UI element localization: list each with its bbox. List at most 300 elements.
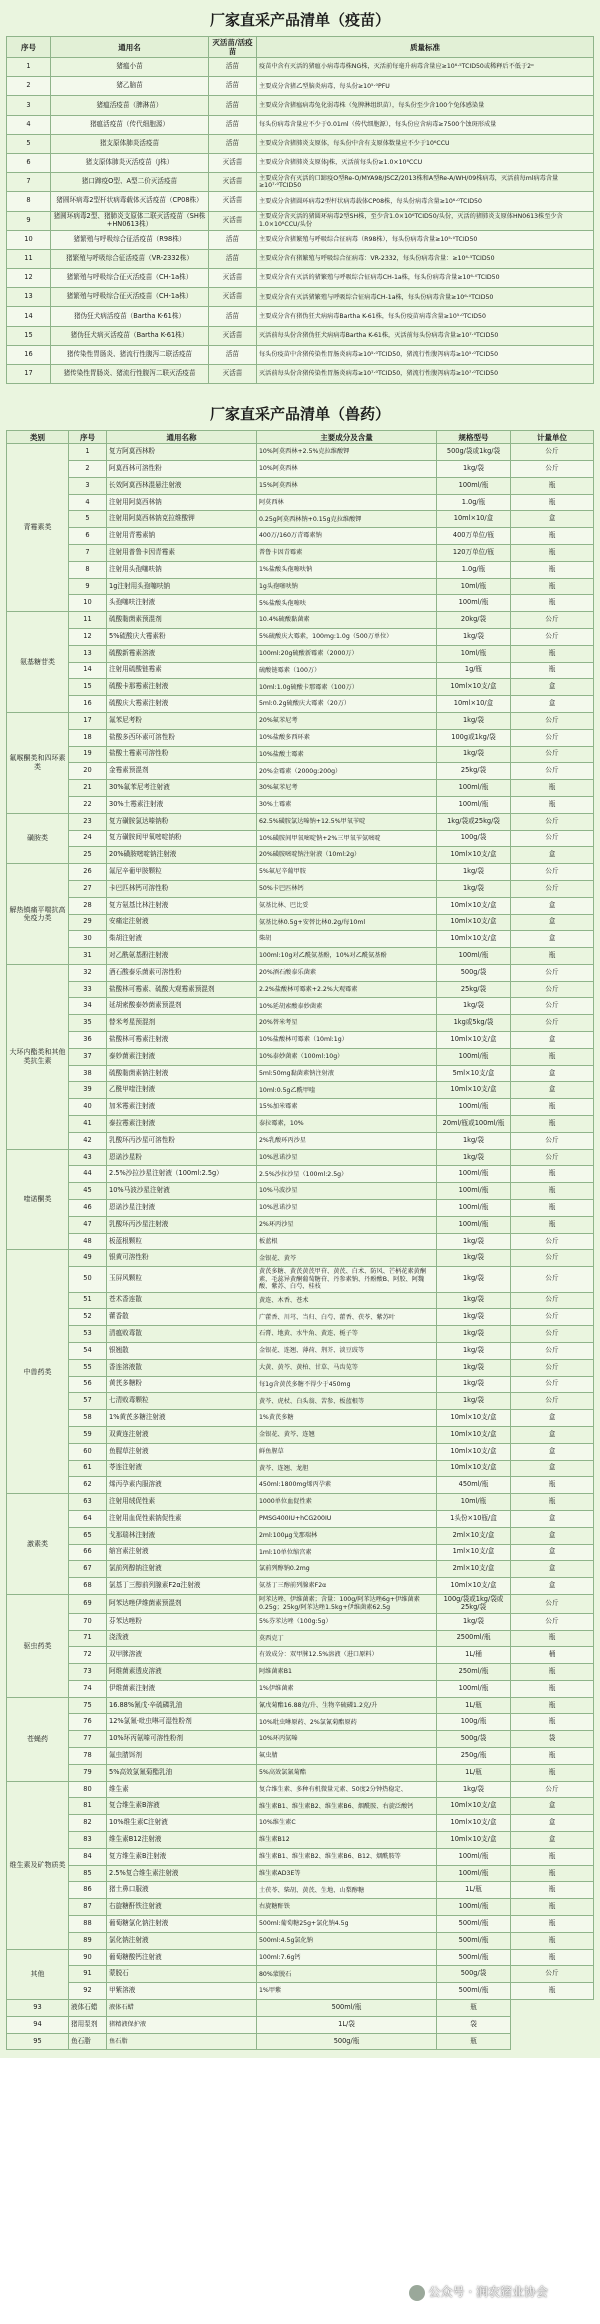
row-number: 61: [69, 1460, 107, 1477]
drug-composition: 广藿香、川芎、当归、白芍、藿香、茯苓、紫苏叶: [257, 1309, 437, 1326]
drug-spec: 100ml/瓶: [437, 1048, 511, 1065]
drug-spec: 500ml/瓶: [437, 1916, 511, 1933]
drug-unit: 公斤: [511, 830, 594, 847]
drug-spec: 1L/瓶: [437, 1764, 511, 1781]
row-number: 11: [69, 612, 107, 629]
drug-unit: 公斤: [511, 1594, 594, 1613]
drug-composition: 维生素AD3E等: [257, 1865, 437, 1882]
drug-composition: 10%泰妙菌素（100ml:10g）: [257, 1048, 437, 1065]
row-number: 6: [69, 528, 107, 545]
header-type: 灭活苗/活疫苗: [209, 37, 257, 58]
category-cell: 解热镇痛平喘抗高免疫力类: [7, 864, 69, 965]
row-number: 70: [69, 1613, 107, 1630]
drug-composition: 黄芪多糖、黄芪黄芪甲苷、黄芪、白术、防风、芒柄花素黄酮素，毛蕊异黄酮葡萄糖苷、丹参素钠、丹酚酸B、阿胶、阿魏酸、紫苏、白芍、桂枝: [257, 1267, 437, 1292]
drug-unit: 盒: [511, 1544, 594, 1561]
drug-unit: 瓶: [511, 645, 594, 662]
quality-standard: 主要成分含有灭活的口蹄疫O型Re-O/MYA98/JSCZ/2013株和A型Re-A/WH/09株病毒，灭活前每ml病毒含量≥10⁷·⁰TCID50: [257, 173, 594, 192]
drug-composition: 100ml:20g硫酸新霉素（2000万）: [257, 645, 437, 662]
drug-composition: 鲜鱼腥草: [257, 1443, 437, 1460]
table-row: [7, 1342, 594, 1359]
row-number: 53: [69, 1326, 107, 1343]
vaccine-table-title: 厂家直采产品清单（疫苗）: [209, 11, 390, 29]
drug-name: 安痛定注射液: [107, 914, 257, 931]
drug-name: 板蓝根颗粒: [107, 1233, 257, 1250]
drug-composition: 10%恩诺沙星: [257, 1149, 437, 1166]
row-number: 12: [69, 628, 107, 645]
table-row: [7, 77, 594, 96]
drug-unit: 瓶: [511, 1748, 594, 1765]
drug-unit: 公斤: [511, 1326, 594, 1343]
drug-composition: 氨基比林、巴比妥: [257, 897, 437, 914]
row-number: 65: [69, 1527, 107, 1544]
table-row: [7, 628, 594, 645]
drug-spec: 1kg/袋: [437, 1292, 511, 1309]
row-number: 82: [69, 1815, 107, 1832]
table-row: [7, 1949, 594, 1966]
row-number: 47: [69, 1216, 107, 1233]
drug-unit: 瓶: [511, 494, 594, 511]
drug-name: 金霉素预混剂: [107, 763, 257, 780]
row-number: 54: [69, 1342, 107, 1359]
vaccine-name: 猪圆环病毒2型、猪肺炎支原体二联灭活疫苗（SH株+HN0613株）: [51, 211, 209, 230]
vaccine-type: 灭活苗: [209, 192, 257, 211]
row-number: 16: [7, 345, 51, 364]
vaccine-type: 活苗: [209, 230, 257, 249]
table-row: [7, 1932, 594, 1949]
row-number: 83: [69, 1832, 107, 1849]
drug-unit: 公斤: [511, 1132, 594, 1149]
drug-composition: 氯前列醇钠0.2mg: [257, 1561, 437, 1578]
drug-unit: 公斤: [511, 1233, 594, 1250]
table-row: [7, 2033, 594, 2050]
vaccine-type: 灭活苗: [209, 288, 257, 307]
table-row: [7, 813, 594, 830]
row-number: 85: [69, 1865, 107, 1882]
table-row: [7, 1983, 594, 2000]
drug-spec: 1kg/袋: [437, 1149, 511, 1166]
row-number: 3: [7, 96, 51, 115]
drug-name: 12%氯氰·吡虫啉可湿性粉剂: [107, 1714, 257, 1731]
drug-spec: 20kg/袋: [437, 612, 511, 629]
drug-name: 银翘散: [107, 1342, 257, 1359]
table-row: [7, 1714, 594, 1731]
drug-unit: 盒: [511, 696, 594, 713]
drug-spec: 1L/桶: [437, 1647, 511, 1664]
vaccine-type: 活苗: [209, 307, 257, 326]
table-row: [7, 1697, 594, 1714]
drug-spec: 500g/袋: [437, 1966, 511, 1983]
drug-unit: 桶: [511, 1647, 594, 1664]
row-number: 35: [69, 1015, 107, 1032]
table-row: [7, 1250, 594, 1267]
table-row: [7, 2016, 594, 2033]
row-number: 44: [69, 1166, 107, 1183]
drug-name: 注射用血促性素钠促性素: [107, 1510, 257, 1527]
row-number: 7: [69, 544, 107, 561]
drug-composition: 阿维菌素B1: [257, 1664, 437, 1681]
drug-name: 阿维菌素透皮溶液: [107, 1664, 257, 1681]
drug-unit: 盒: [511, 1815, 594, 1832]
drug-unit: 瓶: [511, 1183, 594, 1200]
drug-name: 液体石蜡: [69, 2000, 107, 2017]
drug-composition: 普鲁卡因青霉素: [257, 544, 437, 561]
vaccine-type: 活苗: [209, 58, 257, 77]
table-row: [7, 460, 594, 477]
drug-unit: 公斤: [511, 460, 594, 477]
table-row: [7, 58, 594, 77]
vaccine-type: 活苗: [209, 134, 257, 153]
drug-name: 藿香散: [107, 1309, 257, 1326]
drug-composition: 5ml:0.2g硫酸庆大霉素（20万）: [257, 696, 437, 713]
drug-spec: 100g/袋或1kg/袋或25kg/袋: [437, 1594, 511, 1613]
drug-composition: 2.5%沙拉沙星（100ml:2.5g）: [257, 1166, 437, 1183]
row-number: 2: [69, 460, 107, 477]
drug-name: 对乙酰氨基酚注射液: [107, 948, 257, 965]
row-number: 84: [69, 1848, 107, 1865]
row-number: 9: [69, 578, 107, 595]
quality-standard: 灭活前每头份含猪伪狂犬病病毒Bartha K-61株，灭活前每头份病毒含量≥10⁷·⁰TCID50: [257, 326, 594, 345]
row-number: 39: [69, 1082, 107, 1099]
drug-composition: 1%伊维菌素: [257, 1680, 437, 1697]
drug-composition: 阿苯达唑、伊维菌素；含量：100g/阿苯达唑6g+伊维菌素0.25g；25kg/阿苯达唑1.5kg+伊维菌素62.5g: [257, 1594, 437, 1613]
drug-name: 氯前列醇钠注射液: [107, 1561, 257, 1578]
drug-spec: 250ml/瓶: [437, 1664, 511, 1681]
row-number: 25: [69, 847, 107, 864]
row-number: 14: [69, 662, 107, 679]
category-cell: 喹诺酮类: [7, 1149, 69, 1250]
drug-unit: 瓶: [511, 1714, 594, 1731]
row-number: 81: [69, 1798, 107, 1815]
drug-name: 维生素: [107, 1781, 257, 1798]
vaccine-table-header: [7, 37, 594, 58]
drug-unit: 公斤: [511, 1966, 594, 1983]
drug-spec: 450ml/瓶: [437, 1477, 511, 1494]
row-number: 55: [69, 1359, 107, 1376]
drug-composition: 10%马波沙星: [257, 1183, 437, 1200]
drug-name: 清瘟败毒散: [107, 1326, 257, 1343]
table-row: [7, 230, 594, 249]
table-row: [7, 1216, 594, 1233]
row-number: 51: [69, 1292, 107, 1309]
drug-spec: 1kg/袋: [437, 1393, 511, 1410]
drug-spec: 1kg/袋: [437, 1132, 511, 1149]
drug-table-title: 厂家直采产品清单（兽药）: [209, 405, 390, 424]
quality-standard: 疫苗中含有灭活的猪瘟小病毒毒株NG株，灭活前每毫升病毒含量应≥10⁶·⁵TCID50或稀释后不低于2ᵅ: [257, 58, 594, 77]
drug-unit: 盒: [511, 1443, 594, 1460]
drug-composition: 5%芬苯达唑（100g:5g）: [257, 1613, 437, 1630]
drug-unit: 瓶: [511, 948, 594, 965]
drug-spec: 400万单位/瓶: [437, 528, 511, 545]
row-number: 94: [7, 2016, 69, 2033]
row-number: 22: [69, 796, 107, 813]
drug-spec: 10ml×10支/盒: [437, 679, 511, 696]
table-row: [7, 696, 594, 713]
table-row: [7, 1292, 594, 1309]
drug-spec: 10ml×10支/盒: [437, 1798, 511, 1815]
row-number: 16: [69, 696, 107, 713]
table-row: [7, 1916, 594, 1933]
drug-name: 复方阿莫西林粉: [107, 444, 257, 461]
drug-unit: 盒: [511, 1065, 594, 1082]
table-row: [7, 780, 594, 797]
vaccine-type: 灭活苗: [209, 365, 257, 384]
drug-spec: 10ml×10支/盒: [437, 1815, 511, 1832]
drug-unit: 瓶: [511, 477, 594, 494]
quality-standard: 每头份疫苗中含猪传染性胃肠炎病毒≥10⁵·⁰TCID50，猪流行性腹泻病毒≥10⁵·⁰TCID50: [257, 345, 594, 364]
drug-spec: 500g/袋: [437, 964, 511, 981]
table-row: [7, 1594, 594, 1613]
vaccine-type: 灭活苗: [209, 173, 257, 192]
drug-unit: 盒: [511, 511, 594, 528]
drug-unit: 盒: [511, 679, 594, 696]
drug-composition: 450ml:1800mg烯丙孕素: [257, 1477, 437, 1494]
table-row: [7, 1032, 594, 1049]
table-row: [7, 365, 594, 384]
table-row: [7, 864, 594, 881]
row-number: 75: [69, 1697, 107, 1714]
vaccine-name: 猪瘟活疫苗（脾淋苗）: [51, 96, 209, 115]
drug-unit: 公斤: [511, 1250, 594, 1267]
row-number: 26: [69, 864, 107, 881]
drug-name: 复合维生素B溶液: [107, 1798, 257, 1815]
drug-unit: 瓶: [511, 1882, 594, 1899]
drug-composition: 5%盐酸头孢噻呋: [257, 595, 437, 612]
drug-composition: 液体石蜡: [107, 2000, 257, 2017]
drug-spec: 100ml/瓶: [437, 1166, 511, 1183]
drug-composition: 5%硫酸庆大霉素，100mg:1.0g（500万单位）: [257, 628, 437, 645]
table-row: [7, 269, 594, 288]
row-number: 57: [69, 1393, 107, 1410]
drug-spec: 1.0g/瓶: [437, 494, 511, 511]
table-row: [7, 847, 594, 864]
category-cell: 氨基糖苷类: [7, 612, 69, 713]
drug-spec: 10ml/瓶: [437, 645, 511, 662]
table-row: [7, 578, 594, 595]
drug-name: 硫酸庆大霉素注射液: [107, 696, 257, 713]
row-number: 58: [69, 1410, 107, 1427]
vaccine-name: 猪繁殖与呼吸综合征活疫苗（VR-2332株）: [51, 249, 209, 268]
drug-spec: 500ml/瓶: [437, 1932, 511, 1949]
table-row: [7, 211, 594, 230]
table-row: [7, 612, 594, 629]
quality-standard: 主要成分含有灭活猪繁殖与呼吸综合征病毒CH-1a株，每头份病毒含量≥10⁶·⁰TCID50: [257, 288, 594, 307]
drug-unit: 瓶: [511, 1630, 594, 1647]
drug-unit: 公斤: [511, 1359, 594, 1376]
drug-spec: 100ml/瓶: [437, 595, 511, 612]
watermark: [409, 2283, 548, 2301]
table-row: [7, 96, 594, 115]
header-standard: 质量标准: [257, 37, 594, 58]
drug-spec: 25kg/袋: [437, 763, 511, 780]
drug-spec: 1kg/袋或25kg/袋: [437, 813, 511, 830]
row-number: 60: [69, 1443, 107, 1460]
wechat-icon: [409, 2285, 425, 2301]
drug-unit: 盒: [511, 1426, 594, 1443]
row-number: 13: [7, 288, 51, 307]
drug-unit: 公斤: [511, 1309, 594, 1326]
category-cell: 激素类: [7, 1494, 69, 1595]
drug-unit: 盒: [511, 1082, 594, 1099]
row-number: 36: [69, 1032, 107, 1049]
row-number: 19: [69, 746, 107, 763]
drug-composition: 5%高效氯氰菊酯: [257, 1764, 437, 1781]
drug-composition: 2ml:100μg戈那瑞林: [257, 1527, 437, 1544]
table-row: [7, 134, 594, 153]
drug-unit: 瓶: [511, 561, 594, 578]
drug-unit: 瓶: [511, 1099, 594, 1116]
quality-standard: 主要成分含猪繁殖与呼吸综合征病毒（R98株），每头份病毒含量≥10⁵·⁰TCID50: [257, 230, 594, 249]
drug-unit: 盒: [511, 1578, 594, 1595]
drug-unit: 瓶: [511, 1680, 594, 1697]
drug-composition: 10%盐酸多西环素: [257, 729, 437, 746]
drug-unit: 公斤: [511, 628, 594, 645]
row-number: 76: [69, 1714, 107, 1731]
quality-standard: 每头份病毒含量应不少于0.01ml（传代细胞源），每头份应含病毒≥7500个蚀斑形成量: [257, 115, 594, 134]
drug-spec: 1头份×10瓶/盒: [437, 1510, 511, 1527]
drug-unit: 盒: [511, 1510, 594, 1527]
row-number: 78: [69, 1748, 107, 1765]
drug-spec: 100ml/瓶: [437, 1216, 511, 1233]
drug-spec: 500g/袋: [437, 1731, 511, 1748]
row-number: 10: [69, 595, 107, 612]
drug-unit: 公斤: [511, 1613, 594, 1630]
table-row: [7, 914, 594, 931]
drug-spec: 10ml×10/盒: [437, 511, 511, 528]
drug-spec: 1kg/袋: [437, 1342, 511, 1359]
drug-composition: 20%金霉素（2000g:200g）: [257, 763, 437, 780]
drug-unit: 瓶: [511, 1949, 594, 1966]
table-row: [7, 830, 594, 847]
category-cell: 中兽药类: [7, 1250, 69, 1494]
drug-spec: 5ml×10支/盒: [437, 1065, 511, 1082]
drug-spec: 100ml/瓶: [437, 948, 511, 965]
row-number: 49: [69, 1250, 107, 1267]
drug-name: 10%马波沙星注射液: [107, 1183, 257, 1200]
drug-unit: 瓶: [511, 1697, 594, 1714]
drug-name: 鱼石脂: [69, 2033, 107, 2050]
table-row: [7, 964, 594, 981]
table-row: [7, 1376, 594, 1393]
table-row: [7, 1781, 594, 1798]
drug-name: 硫酸新霉素溶液: [107, 645, 257, 662]
drug-name: 烯丙孕素内服溶液: [107, 1477, 257, 1494]
row-number: 90: [69, 1949, 107, 1966]
category-cell: 苍蝇药: [7, 1697, 69, 1781]
drug-composition: 10ml:0.5g乙酰甲喹: [257, 1082, 437, 1099]
row-number: 93: [7, 2000, 69, 2017]
drug-composition: 10%延胡索酸泰妙菌素: [257, 998, 437, 1015]
category-cell: 维生素及矿物质类: [7, 1781, 69, 1949]
row-number: 17: [7, 365, 51, 384]
drug-composition: PMSG400IU+hCG200IU: [257, 1510, 437, 1527]
drug-composition: 20%酒石酸泰乐菌素: [257, 964, 437, 981]
table-row: [7, 307, 594, 326]
drug-unit: 瓶: [511, 578, 594, 595]
table-row: [7, 477, 594, 494]
row-number: 45: [69, 1183, 107, 1200]
drug-composition: 100ml:10g对乙酰氨基酚，10%对乙酰氨基酚: [257, 948, 437, 965]
drug-unit: 盒: [511, 931, 594, 948]
drug-unit: 瓶: [511, 1899, 594, 1916]
drug-composition: 黄连、木香、苍术: [257, 1292, 437, 1309]
drug-name: 硫酸黏菌素钠注射液: [107, 1065, 257, 1082]
row-number: 50: [69, 1267, 107, 1292]
table-row: [7, 1815, 594, 1832]
drug-name: 猪用泵剂: [69, 2016, 107, 2033]
row-number: 23: [69, 813, 107, 830]
vaccine-type: 活苗: [209, 96, 257, 115]
row-number: 66: [69, 1544, 107, 1561]
drug-composition: 10%环丙氨嗪: [257, 1731, 437, 1748]
table-row: [7, 1680, 594, 1697]
table-row: [7, 1200, 594, 1217]
drug-spec: 10ml×10支/盒: [437, 897, 511, 914]
drug-unit: 瓶: [511, 1216, 594, 1233]
drug-spec: 1kg/袋: [437, 628, 511, 645]
row-number: 73: [69, 1664, 107, 1681]
table-row: [7, 1664, 594, 1681]
drug-unit: 袋: [437, 2016, 511, 2033]
row-number: 4: [69, 494, 107, 511]
drug-composition: 20%氟苯尼考: [257, 712, 437, 729]
drug-name: 复方维生素B注射液: [107, 1848, 257, 1865]
vaccine-name: 猪繁殖与呼吸综合征活疫苗（R98株）: [51, 230, 209, 249]
table-row: [7, 1494, 594, 1511]
table-row: [7, 1544, 594, 1561]
drug-spec: 1kg/袋: [437, 1326, 511, 1343]
drug-name: 黄芪多糖粉: [107, 1376, 257, 1393]
drug-name: 乳酸环丙沙星可溶性粉: [107, 1132, 257, 1149]
vaccine-name: 猪传染性胃肠炎、猪流行性腹泻二联灭活疫苗: [51, 365, 209, 384]
drug-composition: 20%磺胺嘧啶钠注射液（10ml:2g）: [257, 847, 437, 864]
drug-composition: 10%吡虫啉原药、2%氯氰菊酯原药: [257, 1714, 437, 1731]
header-unit: 计量单位: [511, 431, 594, 444]
table-row: [7, 153, 594, 172]
drug-name: 泰拉霉素注射液: [107, 1116, 257, 1133]
drug-spec: 1L/袋: [257, 2016, 437, 2033]
drug-name: 酒石酸泰乐菌素可溶性粉: [107, 964, 257, 981]
drug-composition: 10.4%硫酸黏菌素: [257, 612, 437, 629]
table-row: [7, 948, 594, 965]
drug-spec: 1kg/袋: [437, 1309, 511, 1326]
row-number: 15: [69, 679, 107, 696]
row-number: 9: [7, 211, 51, 230]
drug-composition: 1000单位血促性素: [257, 1494, 437, 1511]
row-number: 1: [7, 58, 51, 77]
row-number: 43: [69, 1149, 107, 1166]
row-number: 8: [7, 192, 51, 211]
drug-composition: 1g头孢噻呋钠: [257, 578, 437, 595]
vaccine-name: 猪传染性胃肠炎、猪流行性腹泻二联活疫苗: [51, 345, 209, 364]
drug-name: 注射用阿莫西林钠克拉维酸钾: [107, 511, 257, 528]
drug-spec: 10ml×10支/盒: [437, 1832, 511, 1849]
row-number: 52: [69, 1309, 107, 1326]
table-row: [7, 1393, 594, 1410]
vaccine-table-body: [7, 58, 594, 384]
drug-name: 注射用硫酸链霉素: [107, 662, 257, 679]
row-number: 24: [69, 830, 107, 847]
drug-composition: 5ml:50mg黏菌素钠注射液: [257, 1065, 437, 1082]
row-number: 40: [69, 1099, 107, 1116]
drug-spec: 1.0g/瓶: [437, 561, 511, 578]
vaccine-name: 猪圆环病毒2型杆状病毒载体灭活疫苗（CP08株）: [51, 192, 209, 211]
table-row: [7, 561, 594, 578]
drug-name: 维生素B12注射液: [107, 1832, 257, 1849]
row-number: 37: [69, 1048, 107, 1065]
row-number: 87: [69, 1899, 107, 1916]
drug-spec: 10ml/瓶: [437, 578, 511, 595]
drug-composition: 氨基比林0.5g+安替比林0.2g/每10ml: [257, 914, 437, 931]
